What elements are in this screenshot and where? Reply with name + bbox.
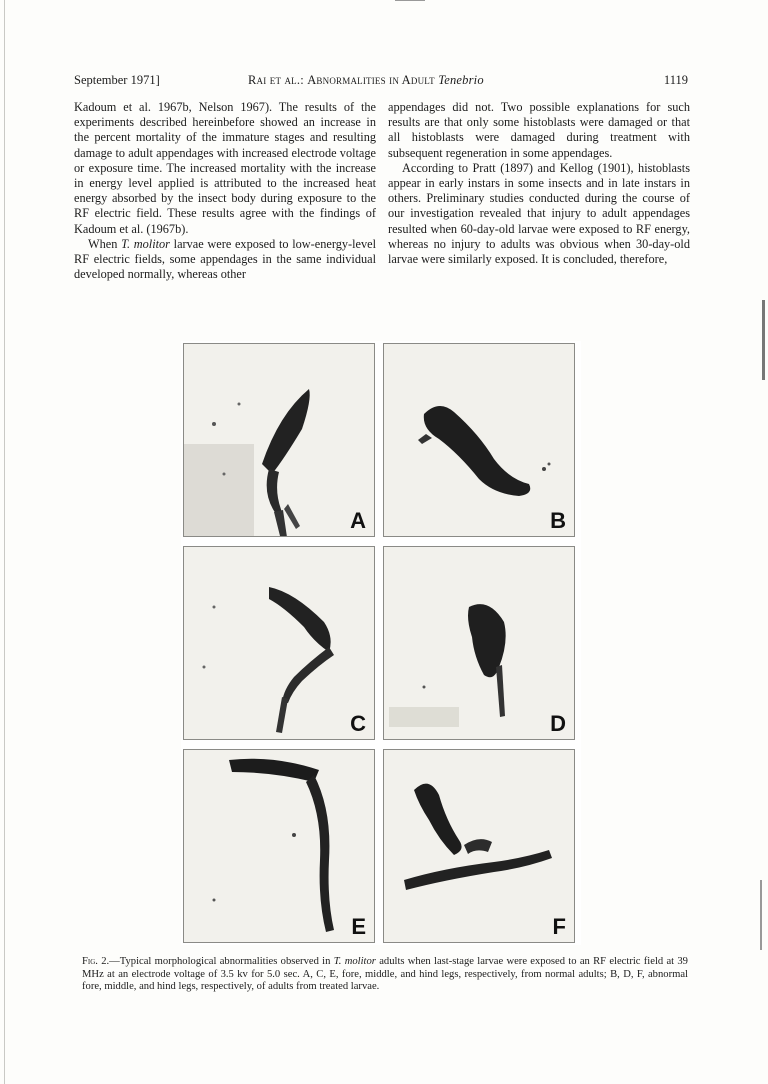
panel-label-e: E (351, 914, 366, 939)
scan-edge-top (395, 0, 425, 1)
scan-edge-right-lower (760, 880, 762, 950)
right-paragraph-1: appendages did not. Two possible explanations for such results are that only some histoblasts were damaged or that all histoblasts were damaged during treatment with subsequent regeneration in some appendages. (388, 100, 690, 160)
leg-photo-d (384, 547, 575, 740)
panel-label-f: F (552, 914, 566, 939)
caption-text-1: —Typical morphological abnormalities observed in (109, 956, 334, 967)
figure-panel-b (383, 343, 575, 537)
figure-caption (82, 956, 688, 994)
right-column (388, 100, 690, 267)
scan-edge-right (762, 300, 765, 380)
caption-label: Fig. 2. (82, 956, 110, 967)
page-number: 1119 (663, 73, 688, 87)
panel-label-a: A (350, 508, 366, 533)
left-paragraph-1: Kadoum et al. 1967b, Nelson 1967). The results of the experiments described hereinbefore showed an increase in the percent mortality of the immature stages and resulting damage to adult appendages with increased electrode voltage or exposure time. The increased mortality with the increase in energy level applied is attributed to the increased heat energy absorbed by the insect body during exposure to the RF electric field. These results agree with the findings of Kadoum et al. (1967b). (74, 100, 376, 236)
running-header (74, 73, 688, 91)
left-paragraph-2 (74, 237, 376, 283)
caption-text-2: adults when last-stage larvae were exposed to an RF electric field at 39 MHz at an electrode voltage of 3.5 kv for 5.0 sec. A, C, E, fore, middle, and hind legs, respectively, from normal adults; B, D, F, abnormal fore, middle, and hind legs, respectively, of adults from treated larvae. (82, 956, 688, 993)
panel-label-d: D (550, 711, 566, 736)
left-p2-rest: larvae were exposed to low-energy-level RF electric fields, some appendages in the same individual developed normally, whereas other (74, 236, 376, 282)
right-paragraph-2: According to Pratt (1897) and Kellog (1901), histoblasts appear in early instars in some insects and in late instars in others. Preliminary studies conducted during the course of our investigation revealed that injury to adult appendages resulted when 60-day-old larvae were exposed to RF energy, whereas no injury to adults was obvious when 30-day-old larvae were similarly exposed. It is concluded, therefore, (388, 160, 690, 267)
left-column (74, 100, 376, 282)
leg-photo-f (384, 750, 575, 943)
header-authors: Rai et al.: (248, 73, 304, 87)
figure-panel-d (383, 546, 575, 740)
header-title-prefix: Abnormalities in Adult (307, 73, 439, 87)
header-title-genus: Tenebrio (438, 73, 484, 87)
figure-panel-c (183, 546, 375, 740)
caption-species: T. molitor (333, 956, 376, 967)
figure-panel-f (383, 749, 575, 943)
header-title (248, 73, 484, 88)
scan-edge-left (4, 0, 5, 1084)
figure-panel-a (183, 343, 375, 537)
figure-panel-e (183, 749, 375, 943)
header-date: September 1971] (74, 73, 160, 87)
left-p2-species: T. molitor (121, 236, 170, 251)
left-p2-start: When (88, 236, 122, 251)
panel-label-b: B (550, 508, 566, 533)
leg-photo-e (184, 750, 375, 943)
leg-photo-c (184, 547, 375, 740)
leg-photo-b (384, 344, 575, 537)
leg-photo-a (184, 344, 375, 537)
panel-label-c: C (350, 711, 366, 736)
figure-2 (181, 341, 581, 945)
